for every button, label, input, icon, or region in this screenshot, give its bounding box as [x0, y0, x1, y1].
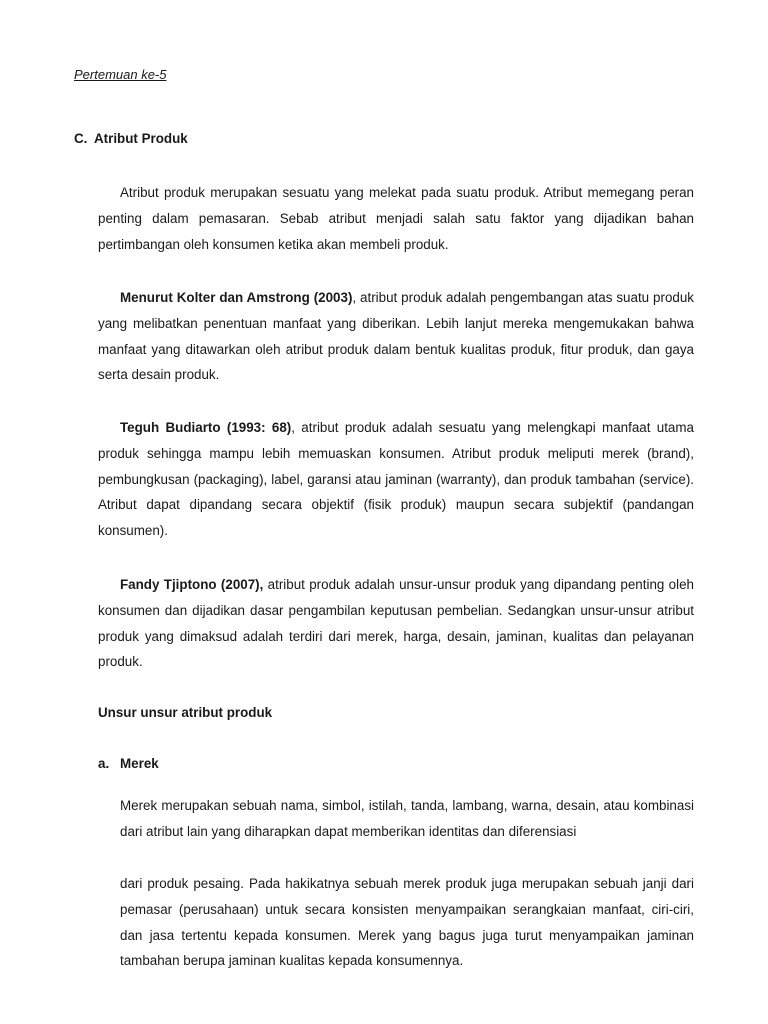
paragraph-text: , atribut produk adalah sesuatu yang melengkapi manfaat utama produk sehingga mampu lebih memuaskan konsumen. Atribut produk meliputi merek (brand), pembungkusan (packaging), label, garansi atau jaminan (warranty), dan produk tambahan (service). Atribut dapat dipandang secara objektif (fisik produk) maupun secara subjektif (pandangan konsumen). [98, 420, 694, 539]
paragraph-kotler [98, 285, 694, 388]
paragraph-lead: Teguh Budiarto (1993: 68) [120, 420, 292, 435]
section-title: Atribut Produk [94, 131, 188, 146]
list-title: Merek [120, 756, 159, 771]
merek-body-2: dari produk pesaing. Pada hakikatnya sebuah merek produk juga merupakan sebuah janji dari pemasar (perusahaan) untuk secara konsisten menyampaikan serangkaian manfaat, ciri-ciri, dan jasa tertentu kepada konsumen. Merek yang bagus juga turut menyampaikan jaminan tambahan berupa jaminan kualitas kepada konsumennya. [120, 876, 694, 969]
paragraph-text: , atribut produk adalah pengembangan atas suatu produk yang melibatkan penentuan manfaat yang diberikan. Lebih lanjut mereka mengemukakan bahwa manfaat yang ditawarkan oleh atribut produk dalam bentuk kualitas produk, fitur produk, dan gaya serta desain produk. [98, 290, 694, 383]
paragraph-text: atribut produk adalah unsur-unsur produk yang dipandang penting oleh konsumen dan dijadikan dasar pengambilan keputusan pembelian. Sedangkan unsur-unsur atribut produk yang dimaksud adalah terdiri dari merek, harga, desain, jaminan, kualitas dan pelayanan produk. [98, 577, 694, 670]
paragraph-budiarto [98, 415, 694, 544]
merek-body-1: Merek merupakan sebuah nama, simbol, istilah, tanda, lambang, warna, desain, atau kombinasi dari atribut lain yang diharapkan dapat memberikan identitas dan diferensiasi [120, 798, 694, 839]
paragraph-intro [98, 180, 694, 257]
section-heading [74, 131, 188, 146]
paragraph-lead: Menurut Kolter dan Amstrong (2003) [120, 290, 353, 305]
subheading-unsur: Unsur unsur atribut produk [98, 705, 273, 720]
section-number: C. [74, 131, 88, 146]
paragraph-lead: Fandy Tjiptono (2007), [120, 577, 264, 592]
list-letter: a. [98, 756, 110, 771]
meeting-label: Pertemuan ke-5 [74, 67, 167, 82]
paragraph-text: Atribut produk merupakan sesuatu yang melekat pada suatu produk. Atribut memegang peran penting dalam pemasaran. Sebab atribut menjadi salah satu faktor yang dijadikan bahan pertimbangan oleh konsumen ketika akan membeli produk. [98, 185, 694, 252]
list-heading-merek [98, 756, 159, 771]
paragraph-tjiptono [98, 572, 694, 675]
